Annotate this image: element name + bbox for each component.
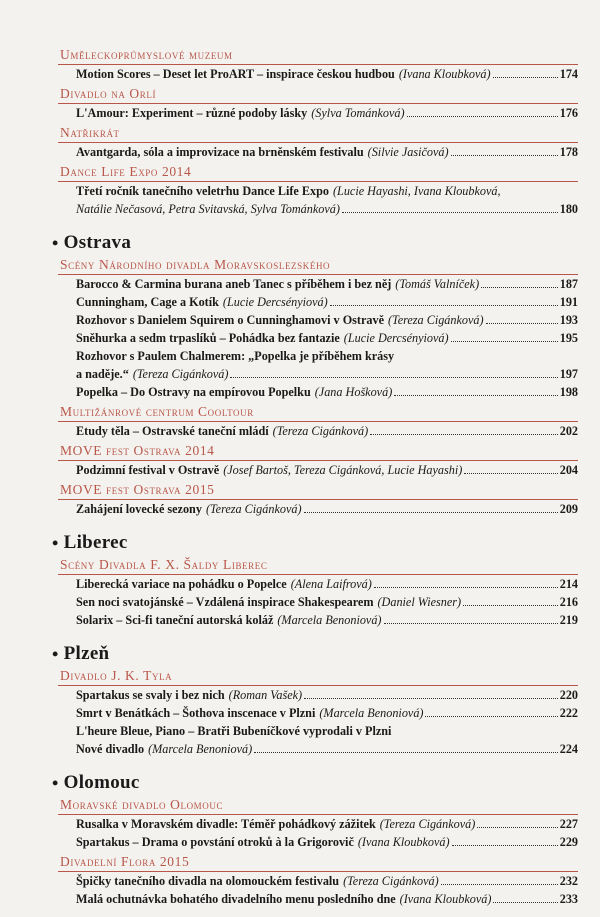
entry-title: Podzimní festival v Ostravě: [76, 463, 220, 477]
leader-dots: [481, 287, 558, 288]
city-heading: [52, 643, 578, 665]
leader-dots: [342, 212, 558, 213]
entry-author: (Josef Bartoš, Tereza Cigánková, Lucie Hayashi): [223, 463, 463, 477]
venue-heading: MOVE fest Ostrava 2014: [58, 441, 578, 461]
entry-line: [76, 890, 578, 908]
city-heading: [52, 532, 578, 554]
venue-heading: Multižánrové centrum Cooltour: [58, 402, 578, 422]
toc-entry: [58, 722, 578, 758]
toc-entry: [58, 833, 578, 851]
entry-title: Spartakus – Drama o povstání otroků à la Grigorovič: [76, 835, 354, 849]
bullet-icon: •: [52, 643, 59, 664]
entry-author: (Daniel Wiesner): [377, 595, 462, 609]
city-name: Olomouc: [63, 772, 140, 793]
entry-title: Etudy těla – Ostravské taneční mládí: [76, 424, 269, 438]
entry-title: Barocco & Carmina burana aneb Tanec s příběhem i bez něj: [76, 277, 392, 291]
toc-entry: [58, 104, 578, 122]
entry-page-number: 216: [559, 595, 578, 609]
city-name: Ostrava: [63, 232, 132, 253]
toc-entry: [58, 686, 578, 704]
leader-dots: [407, 116, 558, 117]
entry-author: (Tomáš Valníček): [395, 277, 480, 291]
toc-entry: [58, 293, 578, 311]
entry-page-number: 176: [559, 106, 578, 120]
leader-dots: [451, 341, 558, 342]
leader-dots: [330, 305, 558, 306]
entry-page-number: 224: [559, 742, 578, 756]
bullet-icon: •: [52, 772, 59, 793]
entry-author: (Marcela Benoniová): [319, 706, 424, 720]
entry-page-number: 233: [559, 892, 578, 906]
venue-heading: Uměleckoprůmyslové muzeum: [58, 45, 578, 65]
city-heading: [52, 232, 578, 254]
toc-entry: [58, 575, 578, 593]
leader-dots: [370, 434, 558, 435]
entry-title: Rusalka v Moravském divadle: Téměř pohádkový zážitek: [76, 817, 376, 831]
leader-dots: [493, 902, 557, 903]
entry-title: Solarix – Sci-fi taneční autorská koláž: [76, 613, 274, 627]
toc-entry: [58, 182, 578, 218]
entry-author: (Silvie Jasičová): [367, 145, 449, 159]
entry-page-number: 214: [559, 577, 578, 591]
venue-heading: Divadelní Flora 2015: [58, 852, 578, 872]
entry-page-number: 204: [559, 463, 578, 477]
toc-entry: [58, 500, 578, 518]
entry-line: [76, 311, 578, 329]
entry-line: [76, 329, 578, 347]
toc-entry: [58, 704, 578, 722]
city-heading: [52, 772, 578, 794]
entry-line: [76, 593, 578, 611]
entry-page-number: 198: [559, 385, 578, 399]
entry-title: Avantgarda, sóla a improvizace na brněnském festivalu: [76, 145, 364, 159]
toc-entry: [58, 815, 578, 833]
leader-dots: [486, 323, 558, 324]
entry-author: (Tereza Cigánková): [272, 424, 369, 438]
entry-author: (Tereza Cigánková): [387, 313, 484, 327]
entry-line: [76, 575, 578, 593]
entry-page-number: 219: [559, 613, 578, 627]
entry-author: (Lucie Dercsényiová): [343, 331, 449, 345]
leader-dots: [374, 587, 558, 588]
entry-line: [76, 275, 578, 293]
entry-page-number: 193: [559, 313, 578, 327]
bullet-icon: •: [52, 532, 59, 553]
entry-title: L'heure Bleue, Piano – Bratři Bubeníčkové vyprodali v Plzni: [76, 724, 392, 738]
leader-dots: [452, 845, 558, 846]
entry-page-number: 222: [559, 706, 578, 720]
toc-entry: [58, 329, 578, 347]
entry-title: Smrt v Benátkách – Šothova inscenace v Plzni: [76, 706, 316, 720]
entry-line: [76, 422, 578, 440]
entry-line: [76, 815, 578, 833]
bullet-icon: •: [52, 232, 59, 253]
entry-title: Popelka – Do Ostravy na empírovou Popelku: [76, 385, 311, 399]
entry-line: [76, 833, 578, 851]
entry-line: [76, 872, 578, 890]
entry-page-number: 178: [559, 145, 578, 159]
entry-line: [76, 740, 578, 758]
toc-entry: [58, 461, 578, 479]
entry-title: Sněhurka a sedm trpaslíků – Pohádka bez fantazie: [76, 331, 340, 345]
city-name: Liberec: [63, 532, 128, 553]
leader-dots: [425, 716, 557, 717]
toc-entry: [58, 872, 578, 890]
entry-page-number: 229: [559, 835, 578, 849]
entry-author: (Roman Vašek): [228, 688, 303, 702]
entry-page-number: 202: [559, 424, 578, 438]
entry-author: (Ivana Kloubková): [357, 835, 450, 849]
entry-author-continued: Natálie Nečasová, Petra Svitavská, Sylva Tománková): [76, 202, 340, 216]
entry-line: [76, 704, 578, 722]
leader-dots: [254, 752, 558, 753]
entry-line: [76, 383, 578, 401]
entry-title: Liberecká variace na pohádku o Popelce: [76, 577, 287, 591]
entry-line: [76, 365, 578, 383]
entry-page-number: 227: [559, 817, 578, 831]
entry-line: [76, 143, 578, 161]
venue-heading: MOVE fest Ostrava 2015: [58, 480, 578, 500]
toc-entry: [58, 347, 578, 383]
entry-author: (Marcela Benoniová): [277, 613, 382, 627]
toc-entry: [58, 422, 578, 440]
entry-line: [76, 104, 578, 122]
leader-dots: [304, 512, 558, 513]
toc-entry: [58, 611, 578, 629]
entry-page-number: 180: [559, 202, 578, 216]
leader-dots: [463, 605, 558, 606]
entry-title: Cunningham, Cage a Kotík: [76, 295, 219, 309]
entry-line: [76, 200, 578, 218]
entry-author: (Tereza Cigánková): [343, 874, 439, 888]
leader-dots: [230, 377, 557, 378]
entry-title: Rozhovor s Paulem Chalmerem: „Popelka je příběhem krásy: [76, 349, 395, 363]
entry-author-continued: (Marcela Benoniová): [148, 742, 253, 756]
venue-heading: Moravské divadlo Olomouc: [58, 795, 578, 815]
entry-author: (Tereza Cigánková): [205, 502, 302, 516]
entry-page-number: 187: [559, 277, 578, 291]
leader-dots: [464, 473, 557, 474]
entry-line: [76, 686, 578, 704]
leader-dots: [493, 77, 558, 78]
entry-author: (Sylva Tománková): [311, 106, 405, 120]
leader-dots: [441, 884, 558, 885]
entry-page-number: 195: [559, 331, 578, 345]
entry-author: (Ivana Kloubková): [398, 67, 491, 81]
entry-title: Špičky tanečního divadla na olomouckém festivalu: [76, 874, 340, 888]
entry-author: (Alena Laifrová): [290, 577, 372, 591]
venue-heading: Divadlo na Orlí: [58, 84, 578, 104]
city-name: Plzeň: [63, 643, 110, 664]
entry-author-continued: (Tereza Cigánková): [132, 367, 229, 381]
entry-line: [76, 347, 578, 365]
entry-page-number: 197: [559, 367, 578, 381]
entry-line: [76, 461, 578, 479]
entry-page-number: 220: [559, 688, 578, 702]
toc-entry: [58, 890, 578, 908]
entry-page-number: 174: [559, 67, 578, 81]
entry-title: Spartakus se svaly i bez nich: [76, 688, 225, 702]
entry-author: (Tereza Cigánková): [379, 817, 476, 831]
leader-dots: [477, 827, 557, 828]
entry-line: [76, 722, 578, 740]
entry-author: (Lucie Hayashi, Ivana Kloubková,: [333, 184, 501, 198]
entry-title: Sen noci svatojánské – Vzdálená inspirace Shakespearem: [76, 595, 374, 609]
entry-author: (Jana Hošková): [314, 385, 393, 399]
entry-title: Rozhovor s Danielem Squirem o Cunninghamovi v Ostravě: [76, 313, 384, 327]
venue-heading: Divadlo J. K. Tyla: [58, 666, 578, 686]
entry-author: (Lucie Dercsényiová): [222, 295, 328, 309]
venue-heading: Scény Národního divadla Moravskoslezského: [58, 255, 578, 275]
toc-entry: [58, 143, 578, 161]
entry-page-number: 209: [559, 502, 578, 516]
entry-line: [76, 182, 578, 200]
entry-title: Motion Scores – Deset let ProART – inspirace českou hudbou: [76, 67, 395, 81]
entry-title: Třetí ročník tanečního veletrhu Dance Life Expo: [76, 184, 329, 198]
entry-line: [76, 500, 578, 518]
leader-dots: [304, 698, 558, 699]
venue-heading: Dance Life Expo 2014: [58, 162, 578, 182]
entry-line: [76, 293, 578, 311]
toc-entry: [58, 593, 578, 611]
toc-entry: [58, 275, 578, 293]
leader-dots: [451, 155, 558, 156]
entry-page-number: 191: [559, 295, 578, 309]
entry-author: (Ivana Kloubková): [399, 892, 492, 906]
venue-heading: Scény Divadla F. X. Šaldy Liberec: [58, 555, 578, 575]
entry-title: Malá ochutnávka bohatého divadelního menu posledního dne: [76, 892, 396, 906]
toc-entry: [58, 383, 578, 401]
entry-line: [76, 611, 578, 629]
toc-entry: [58, 65, 578, 83]
entry-page-number: 232: [559, 874, 578, 888]
entry-title: Zahájení lovecké sezony: [76, 502, 202, 516]
venue-heading: Natřikrát: [58, 123, 578, 143]
entry-line: [76, 65, 578, 83]
entry-title-continued: Nové divadlo: [76, 742, 145, 756]
leader-dots: [384, 623, 558, 624]
leader-dots: [394, 395, 557, 396]
entry-title: L'Amour: Experiment – různé podoby lásky: [76, 106, 308, 120]
toc-entry: [58, 311, 578, 329]
entry-title-continued: a naděje.“: [76, 367, 129, 381]
